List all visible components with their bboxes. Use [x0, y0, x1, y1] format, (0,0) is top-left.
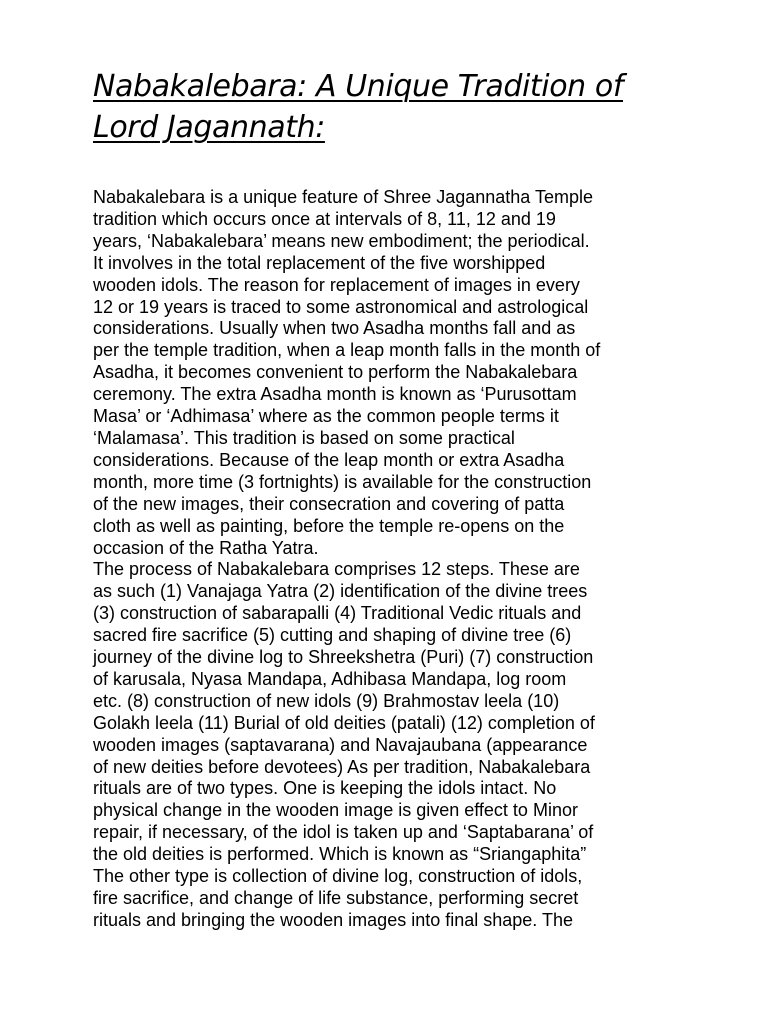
- text-line: rituals are of two types. One is keeping the idols intact. No: [93, 778, 557, 799]
- text-line: years, ‘Nabakalebara’ means new embodiment; the periodical.: [93, 230, 590, 251]
- text-line: (3) construction of sabarapalli (4) Traditional Vedic rituals and: [93, 603, 582, 624]
- document-title: [93, 66, 713, 148]
- text-line: occasion of the Ratha Yatra.: [93, 537, 319, 558]
- title-line: Nabakalebara: A Unique Tradition of: [93, 69, 624, 104]
- text-line: month, more time (3 fortnights) is available for the construction: [93, 471, 592, 492]
- text-line: of new deities before devotees) As per tradition, Nabakalebara: [93, 756, 591, 777]
- title-line: Lord Jagannath:: [93, 110, 325, 145]
- text-line: fire sacrifice, and change of life substance, performing secret: [93, 888, 579, 908]
- text-line: The process of Nabakalebara comprises 12 steps. These are: [93, 559, 580, 580]
- text-line: ceremony. The extra Asadha month is known as ‘Purusottam: [93, 384, 577, 405]
- text-line: Masa’ or ‘Adhimasa’ where as the common people terms it: [93, 406, 559, 427]
- text-line: 12 or 19 years is traced to some astronomical and astrological: [93, 296, 589, 317]
- text-line: sacred fire sacrifice (5) cutting and shaping of divine tree (6): [93, 625, 572, 646]
- text-line: physical change in the wooden image is given effect to Minor: [93, 800, 578, 821]
- text-line: as such (1) Vanajaga Yatra (2) identification of the divine trees: [93, 581, 588, 602]
- text-line: of karusala, Nyasa Mandapa, Adhibasa Mandapa, log room: [93, 668, 567, 689]
- text-line: of the new images, their consecration and covering of patta: [93, 493, 565, 514]
- text-line: Golakh leela (11) Burial of old deities (patali) (12) completion of: [93, 712, 595, 733]
- text-line: rituals and bringing the wooden images into final shape. The: [93, 909, 573, 930]
- text-line: wooden idols. The reason for replacement of images in every: [93, 274, 580, 295]
- text-line: Asadha, it becomes convenient to perform the Nabakalebara: [93, 362, 578, 383]
- text-line: tradition which occurs once at intervals of 8, 11, 12 and 19: [93, 208, 556, 229]
- paragraph-2: [93, 559, 693, 931]
- text-line: It involves in the total replacement of the five worshipped: [93, 252, 546, 273]
- text-line: repair, if necessary, of the idol is taken up and ‘Saptabarana’ of: [93, 822, 594, 843]
- text-line: Nabakalebara is a unique feature of Shree Jagannatha Temple: [93, 187, 594, 207]
- text-line: considerations. Usually when two Asadha months fall and as: [93, 318, 576, 339]
- document-body: [93, 187, 693, 932]
- text-line: the old deities is performed. Which is known as “Sriangaphita”: [93, 844, 587, 865]
- paragraph-1: [93, 187, 693, 559]
- text-line: ‘Malamasa’. This tradition is based on some practical: [93, 427, 515, 448]
- text-line: etc. (8) construction of new idols (9) Brahmostav leela (10): [93, 690, 560, 711]
- text-line: wooden images (saptavarana) and Navajaubana (appearance: [93, 734, 588, 755]
- text-line: per the temple tradition, when a leap month falls in the month of: [93, 340, 601, 361]
- text-line: considerations. Because of the leap month or extra Asadha: [93, 449, 565, 470]
- text-line: The other type is collection of divine log, construction of idols,: [93, 866, 583, 887]
- text-line: journey of the divine log to Shreekshetra (Puri) (7) construction: [93, 647, 594, 668]
- text-line: cloth as well as painting, before the temple re-opens on the: [93, 515, 565, 536]
